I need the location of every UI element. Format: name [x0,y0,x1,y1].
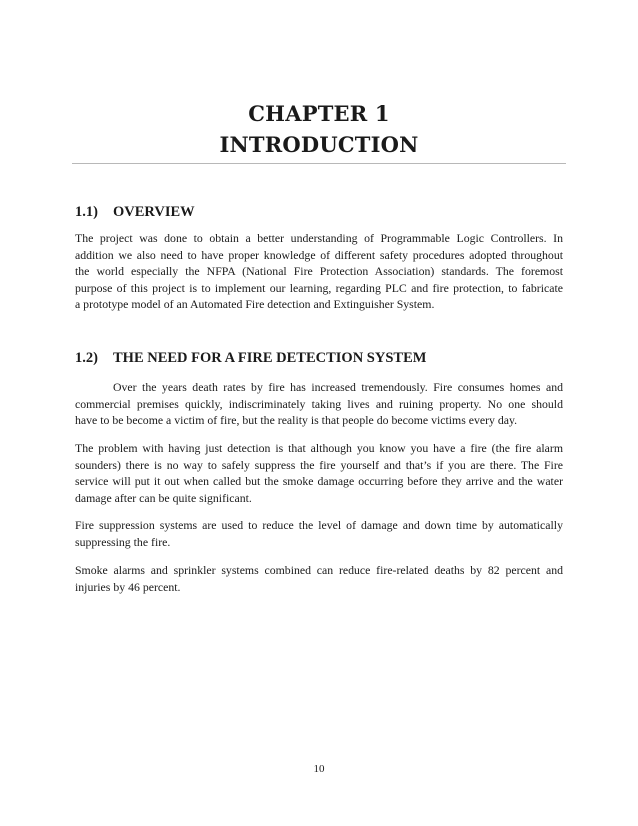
section-title: OVERVIEW [113,204,195,220]
text-line: commercial premises quickly, indiscriminately taking lives and ruining property. No one should [75,396,563,411]
text-line: have to be become a victim of fire, but the reality is that people do become victims every day. [75,413,518,427]
page-number: 10 [313,763,325,775]
text-line: addition we also need to have proper knowledge of different safety procedures adopted throughout [75,247,563,262]
section-heading-overview [75,203,195,221]
text-line: injuries by 46 percent. [75,579,181,594]
statistics-paragraph [75,562,563,595]
text-line: Smoke alarms and sprinkler systems combined can reduce fire-related deaths by 82 percent and [75,563,563,577]
text-line: the world especially the NFPA (National Fire Protection Association) standards. The foremost [75,264,563,278]
text-line: sounders) there is no way to safely suppress the fire yourself and that’s if you are there. The Fire [75,457,563,472]
section-title: THE NEED FOR A FIRE DETECTION SYSTEM [113,350,427,366]
overview-paragraph [75,230,563,313]
detection-problem-paragraph [75,440,563,506]
chapter-label: CHAPTER 1 [248,101,390,126]
text-line: Over the years death rates by fire has increased tremendously. Fire consumes homes and [113,380,563,394]
text-line: Fire suppression systems are used to reduce the level of damage and down time by automatically [75,518,563,532]
death-rates-paragraph [75,379,563,429]
text-line: damage after can be quite significant. [75,490,252,505]
chapter-title: INTRODUCTION [219,132,419,157]
text-line: a prototype model of an Automated Fire detection and Extinguisher System. [75,297,435,311]
section-number: 1.2) [75,350,98,366]
text-line: service will put it out when called but the smoke damage occurring before they arrive and the water [75,474,563,488]
section-number: 1.1) [75,204,98,220]
text-line: The problem with having just detection is that although you know you have a fire (the fire alarm [75,441,563,455]
text-line: purpose of this project is to implement our learning, regarding PLC and fire protection, to fabricate [75,280,563,295]
heading-divider [72,163,566,164]
text-line: The project was done to obtain a better understanding of Programmable Logic Controllers. In [75,231,563,245]
chapter-heading [0,98,638,160]
text-line: suppressing the fire. [75,534,171,549]
section-heading-need-for-fire-detection [75,349,426,367]
suppression-systems-paragraph [75,517,563,550]
